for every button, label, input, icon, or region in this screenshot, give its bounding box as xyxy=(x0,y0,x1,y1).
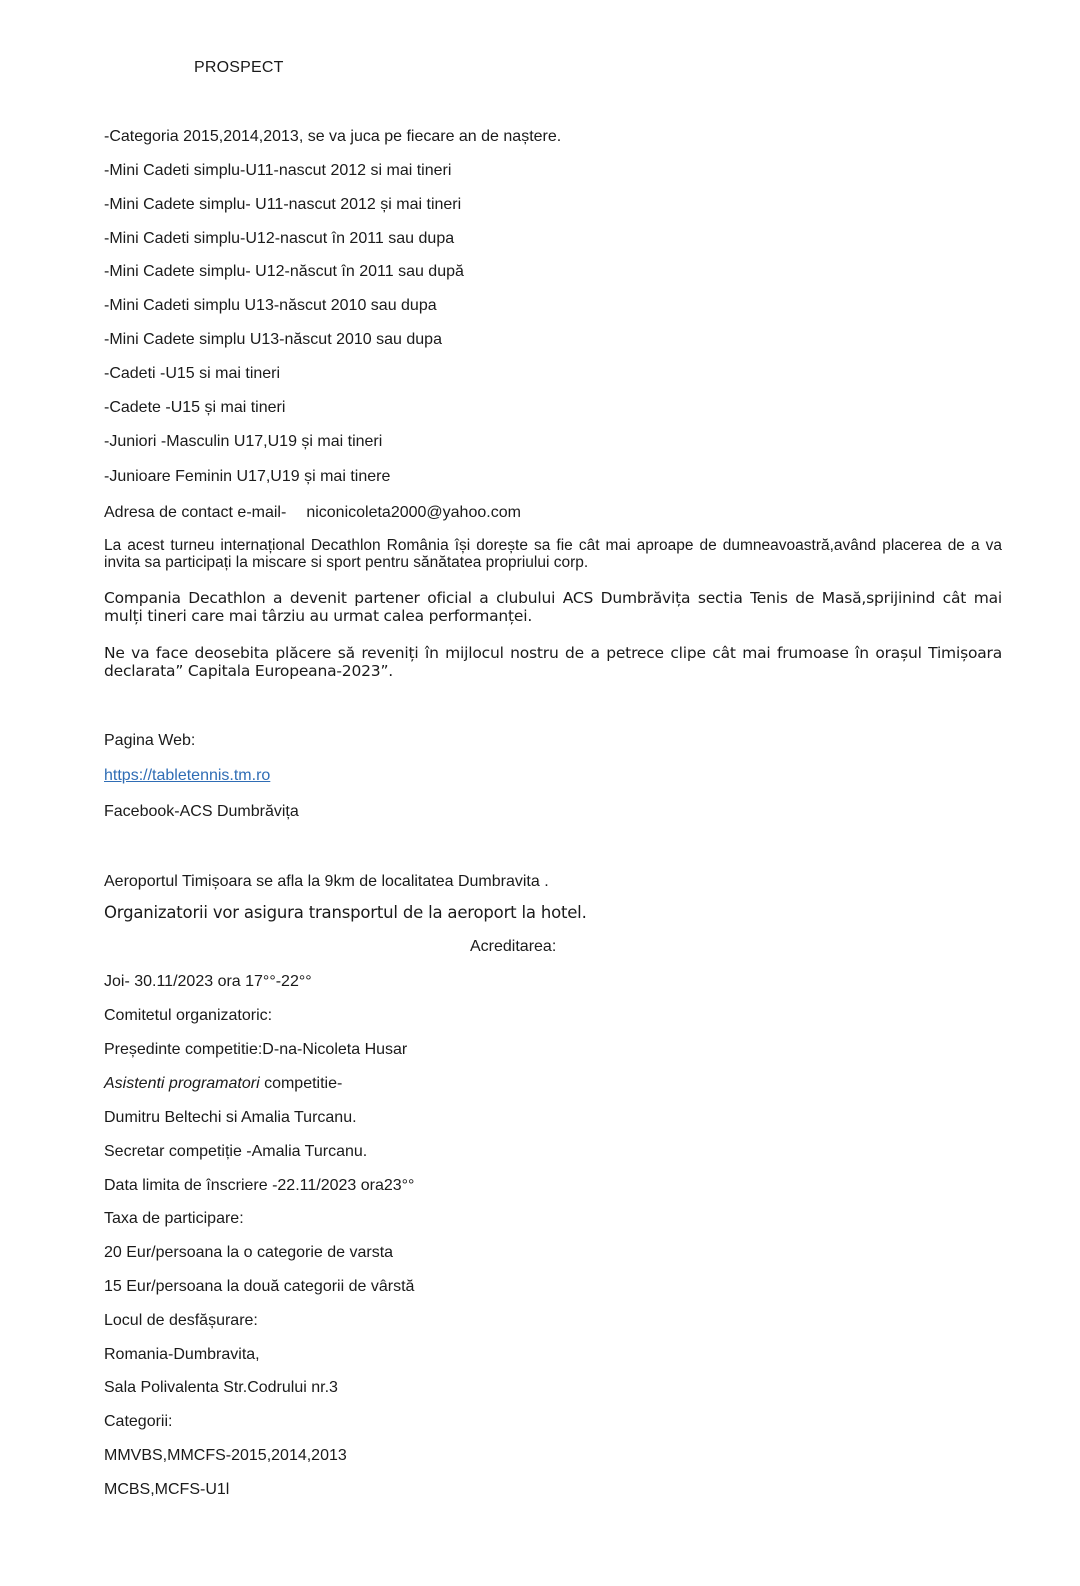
fee-one-category: 20 Eur/persoana la o categorie de varsta xyxy=(104,1244,394,1261)
airport-info: Aeroportul Timișoara se afla la 9km de localitatea Dumbravita . xyxy=(104,873,549,890)
category-line: -Juniori -Masculin U17,U19 și mai tineri xyxy=(104,433,383,450)
website-link[interactable]: https://tabletennis.tm.ro xyxy=(104,767,271,784)
committee-secretary: Secretar competiție -Amalia Turcanu. xyxy=(104,1143,368,1160)
transport-info: Organizatorii vor asigura transportul de la aeroport la hotel. xyxy=(104,903,587,922)
fee-heading: Taxa de participare: xyxy=(104,1210,244,1227)
category-line: -Mini Cadeti simplu-U12-nascut în 2011 sau dupa xyxy=(104,230,455,247)
venue-line-2: Sala Polivalenta Str.Codrului nr.3 xyxy=(104,1379,338,1396)
assistants-italic: Asistenti programatori xyxy=(104,1075,260,1092)
contact-email[interactable]: niconicoleta2000@yahoo.com xyxy=(306,504,521,521)
category-line: -Mini Cadeti simplu U13-născut 2010 sau dupa xyxy=(104,297,437,314)
category-line: -Mini Cadete simplu- U12-născut în 2011 sau după xyxy=(104,263,464,280)
document-title: PROSPECT xyxy=(194,59,284,76)
facebook-text: Facebook-ACS Dumbrăvița xyxy=(104,803,299,820)
committee-heading: Comitetul organizatoric: xyxy=(104,1007,273,1024)
category-line: -Categoria 2015,2014,2013, se va juca pe fiecare an de naștere. xyxy=(104,128,562,145)
category-line: -Junioare Feminin U17,U19 și mai tinere xyxy=(104,468,391,485)
paragraph-timisoara: Ne va face deosebita plăcere să reveniți în mijlocul nostru de a petrece clipe cât mai frumoase în orașul Timișoara declarata” Capitala Europeana-2023”. xyxy=(104,644,1002,680)
categorii-heading: Categorii: xyxy=(104,1413,173,1430)
web-label: Pagina Web: xyxy=(104,732,196,749)
fee-two-categories: 15 Eur/persoana la două categorii de vârstă xyxy=(104,1278,415,1295)
paragraph-decathlon-invite: La acest turneu internațional Decathlon România își dorește sa fie cât mai aproape de dumneavoastră,având placerea de a va invita sa participați la miscare si sport pentru sănătatea propriului corp. xyxy=(104,537,1002,571)
assistants-rest: competitie- xyxy=(259,1075,343,1092)
contact-line xyxy=(104,503,521,522)
contact-label: Adresa de contact e-mail- xyxy=(104,504,287,521)
category-line: -Mini Cadete simplu U13-născut 2010 sau dupa xyxy=(104,331,442,348)
accreditation-heading: Acreditarea: xyxy=(470,938,557,955)
registration-deadline: Data limita de înscriere -22.11/2023 ora23°° xyxy=(104,1177,415,1194)
committee-president: Președinte competitie:D-na-Nicoleta Husar xyxy=(104,1041,408,1058)
category-line: -Mini Cadeti simplu-U11-nascut 2012 si mai tineri xyxy=(104,162,452,179)
venue-heading: Locul de desfășurare: xyxy=(104,1312,258,1329)
committee-assistants-names: Dumitru Beltechi si Amalia Turcanu. xyxy=(104,1109,357,1126)
category-line: -Mini Cadete simplu- U11-nascut 2012 și mai tineri xyxy=(104,196,462,213)
category-line: -Cadeti -U15 si mai tineri xyxy=(104,365,281,382)
paragraph-decathlon-partner: Compania Decathlon a devenit partener oficial a clubului ACS Dumbrăvița sectia Tenis de Masă,sprijinind cât mai mulți tineri care mai târziu au urmat calea performanței. xyxy=(104,589,1002,625)
category-line: -Cadete -U15 și mai tineri xyxy=(104,399,286,416)
categorii-item: MCBS,MCFS-U1l xyxy=(104,1481,230,1498)
venue-line-1: Romania-Dumbravita, xyxy=(104,1346,260,1363)
committee-assistants xyxy=(104,1074,342,1093)
categorii-item: MMVBS,MMCFS-2015,2014,2013 xyxy=(104,1447,347,1464)
accreditation-date: Joi- 30.11/2023 ora 17°°-22°° xyxy=(104,973,312,990)
